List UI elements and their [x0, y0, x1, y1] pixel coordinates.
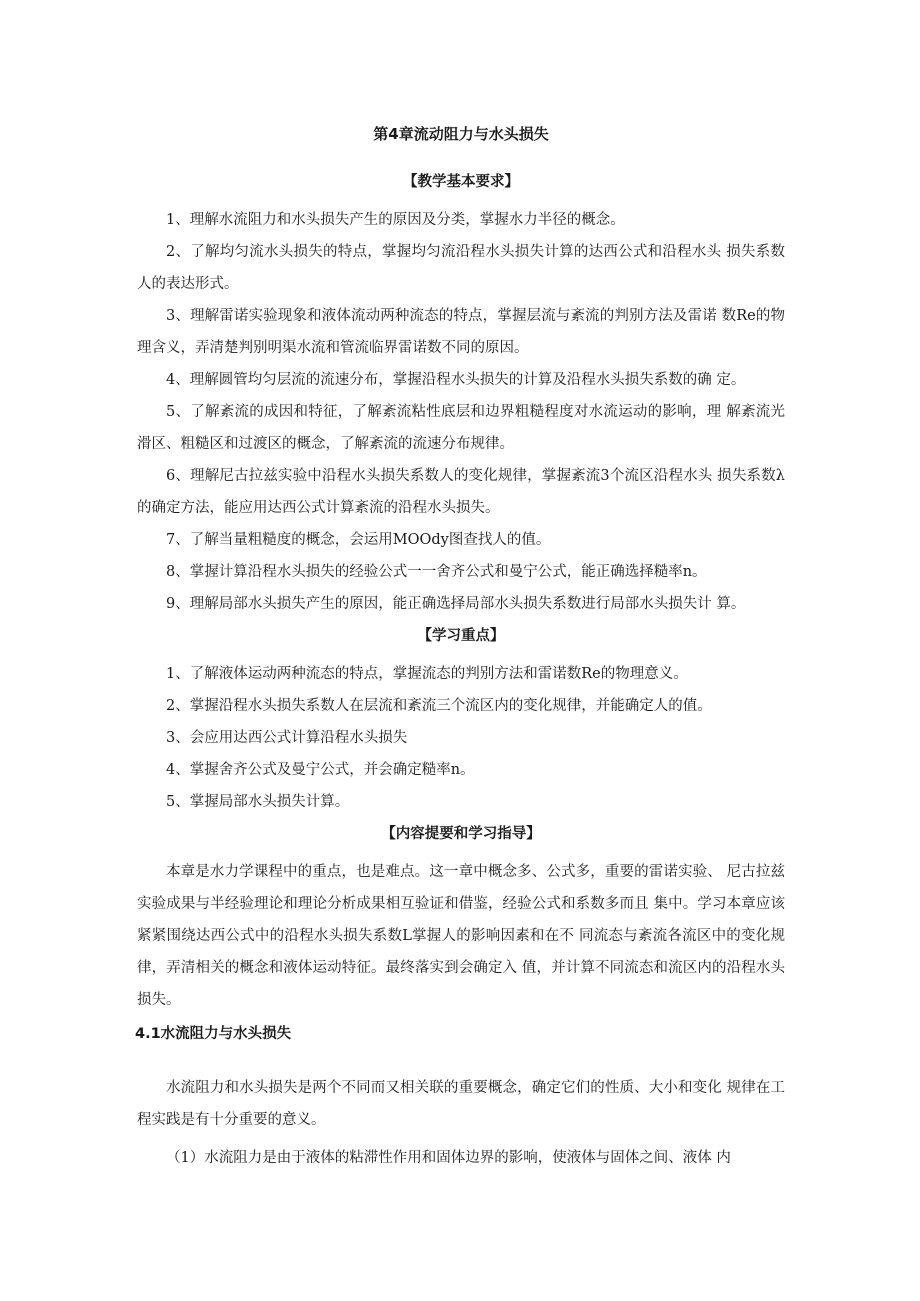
key-point-item-3: 3、会应用达西公式计算沿程水头损失 — [166, 730, 408, 746]
section-4-1-heading: 4.1水流阻力与水头损失 — [135, 1026, 292, 1042]
requirements-heading: 【教学基本要求】 — [403, 174, 519, 190]
requirement-item-2: 2、了解均匀流水头损失的特点，掌握均匀流沿程水头损失计算的达西公式和沿程水头 损失系数人的表达形式。 — [137, 244, 785, 292]
key-point-item-4: 4、掌握舍齐公式及曼宁公式，并会确定糙率n。 — [166, 762, 475, 778]
key-point-item-5: 5、掌握局部水头损失计算。 — [166, 794, 350, 810]
key-point-item-1: 1、了解液体运动两种流态的特点，掌握流态的判别方法和雷诺数Re的物理意义。 — [166, 666, 688, 682]
requirement-item-3: 3、理解雷诺实验现象和液体流动两种流态的特点，掌握层流与紊流的判别方法及雷诺 数Re的物理含义，弄清楚判别明渠水流和管流临界雷诺数不同的原因。 — [137, 308, 785, 356]
requirement-item-1: 1、理解水流阻力和水头损失产生的原因及分类，掌握水力半径的概念。 — [166, 212, 625, 228]
key-point-item-2: 2、掌握沿程水头损失系数人在层流和紊流三个流区内的变化规律，并能确定人的值。 — [166, 698, 712, 714]
section-4-1-paragraph-1: 水流阻力和水头损失是两个不同而又相关联的重要概念，确定它们的性质、大小和变化 规律在工程实践是有十分重要的意义。 — [137, 1080, 785, 1128]
summary-heading: 【内容提要和学习指导】 — [381, 826, 541, 842]
requirements-list — [137, 204, 785, 620]
requirement-item-9: 9、理解局部水头损失产生的原因，能正确选择局部水头损失系数进行局部水头损失计 算。 — [166, 596, 746, 612]
requirement-item-5: 5、了解紊流的成因和特征，了解紊流粘性底层和边界粗糙程度对水流运动的影响，理 解紊流光滑区、粗糙区和过渡区的概念，了解紊流的流速分布规律。 — [137, 404, 785, 452]
requirement-item-7: 7、了解当量粗糙度的概念，会运用MOOdy图查找人的值。 — [166, 532, 551, 548]
section-4-1-paragraph-2: （1）水流阻力是由于液体的粘滞性作用和固体边界的影响，使液体与固体之间、液体 内 — [166, 1150, 731, 1166]
requirement-item-6: 6、理解尼古拉兹实验中沿程水头损失系数人的变化规律，掌握紊流3个流区沿程水头 损失系数λ的确定方法，能应用达西公式计算紊流的沿程水头损失。 — [137, 468, 785, 516]
key-points-list — [137, 658, 785, 818]
chapter-title: 第4章流动阻力与水头损失 — [373, 125, 549, 143]
requirement-item-4: 4、理解圆管均匀层流的流速分布，掌握沿程水头损失的计算及沿程水头损失系数的确 定。 — [166, 372, 746, 388]
requirement-item-8: 8、掌握计算沿程水头损失的经验公式一一舍齐公式和曼宁公式，能正确选择糙率n。 — [166, 564, 707, 580]
document-page — [137, 124, 785, 1174]
key-points-heading: 【学习重点】 — [417, 628, 505, 644]
summary-paragraph: 本章是水力学课程中的重点，也是难点。这一章中概念多、公式多，重要的雷诺实验、 尼古拉兹实验成果与半经验理论和理论分析成果相互验证和借鉴，经验公式和系数多而且 集中。学习本章应该紧紧围绕达西公式中的沿程水头损失系数L掌握人的影响因素和在不 同流态与紊流各流区中的变化规律，弄清相关的概念和液体运动特征。最终落实到会确定入 值，并计算不同流态和流区内的沿程水头损失。 — [137, 864, 785, 1008]
